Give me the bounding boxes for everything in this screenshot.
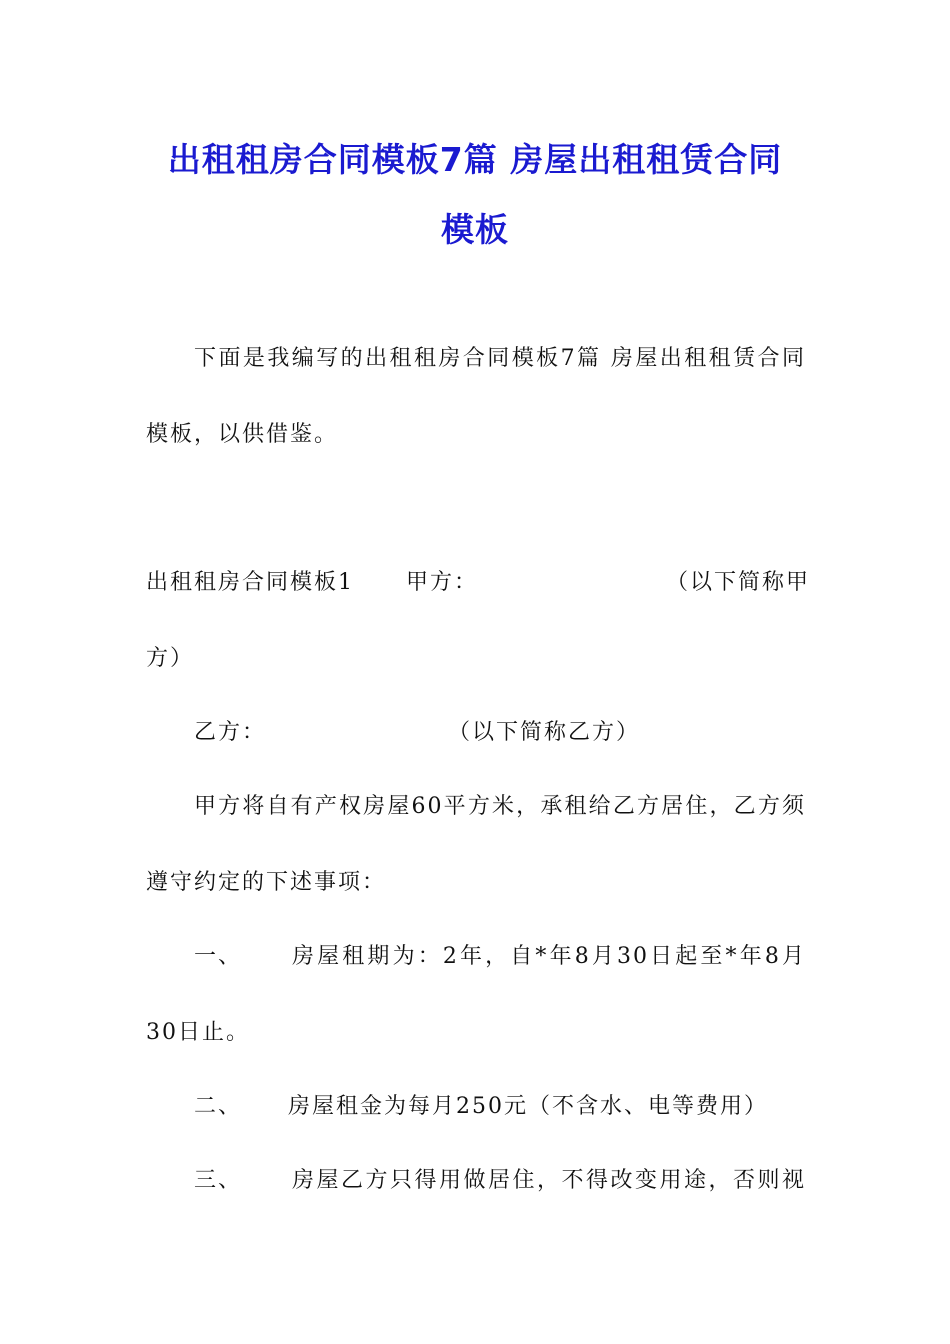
party-a-note-continued: 方）: [146, 646, 195, 671]
item-3-number: 三、: [194, 1168, 243, 1193]
section-heading: 出租租房合同模板1: [146, 570, 354, 595]
document-title-line-2: 模板: [441, 210, 509, 249]
item-2-number: 二、: [194, 1094, 243, 1119]
paragraph-1-line-1: 甲方将自有产权房屋60平方米，承租给乙方居住，乙方须: [194, 794, 806, 819]
item-1-line-2: 30日止。: [146, 1020, 250, 1045]
party-a-label: 甲方：: [406, 570, 479, 595]
item-1-number: 一、: [194, 944, 243, 969]
paragraph-1-line-2: 遵守约定的下述事项：: [146, 870, 387, 895]
item-1-line-1: 房屋租期为：2年，自*年8月30日起至*年8月: [292, 944, 806, 969]
intro-line-1: 下面是我编写的出租租房合同模板7篇 房屋出租租赁合同: [194, 346, 806, 371]
document-title-line-1: 出租租房合同模板7篇 房屋出租租赁合同: [167, 140, 783, 179]
item-2-line-1: 房屋租金为每月250元（不含水、电等费用）: [288, 1094, 768, 1119]
party-a-note: （以下简称甲: [666, 570, 811, 595]
party-b-note: （以下简称乙方）: [448, 720, 641, 745]
party-b-label: 乙方：: [194, 720, 267, 745]
intro-line-2: 模板，以供借鉴。: [146, 422, 339, 447]
item-3-line-1: 房屋乙方只得用做居住，不得改变用途，否则视: [292, 1168, 806, 1193]
